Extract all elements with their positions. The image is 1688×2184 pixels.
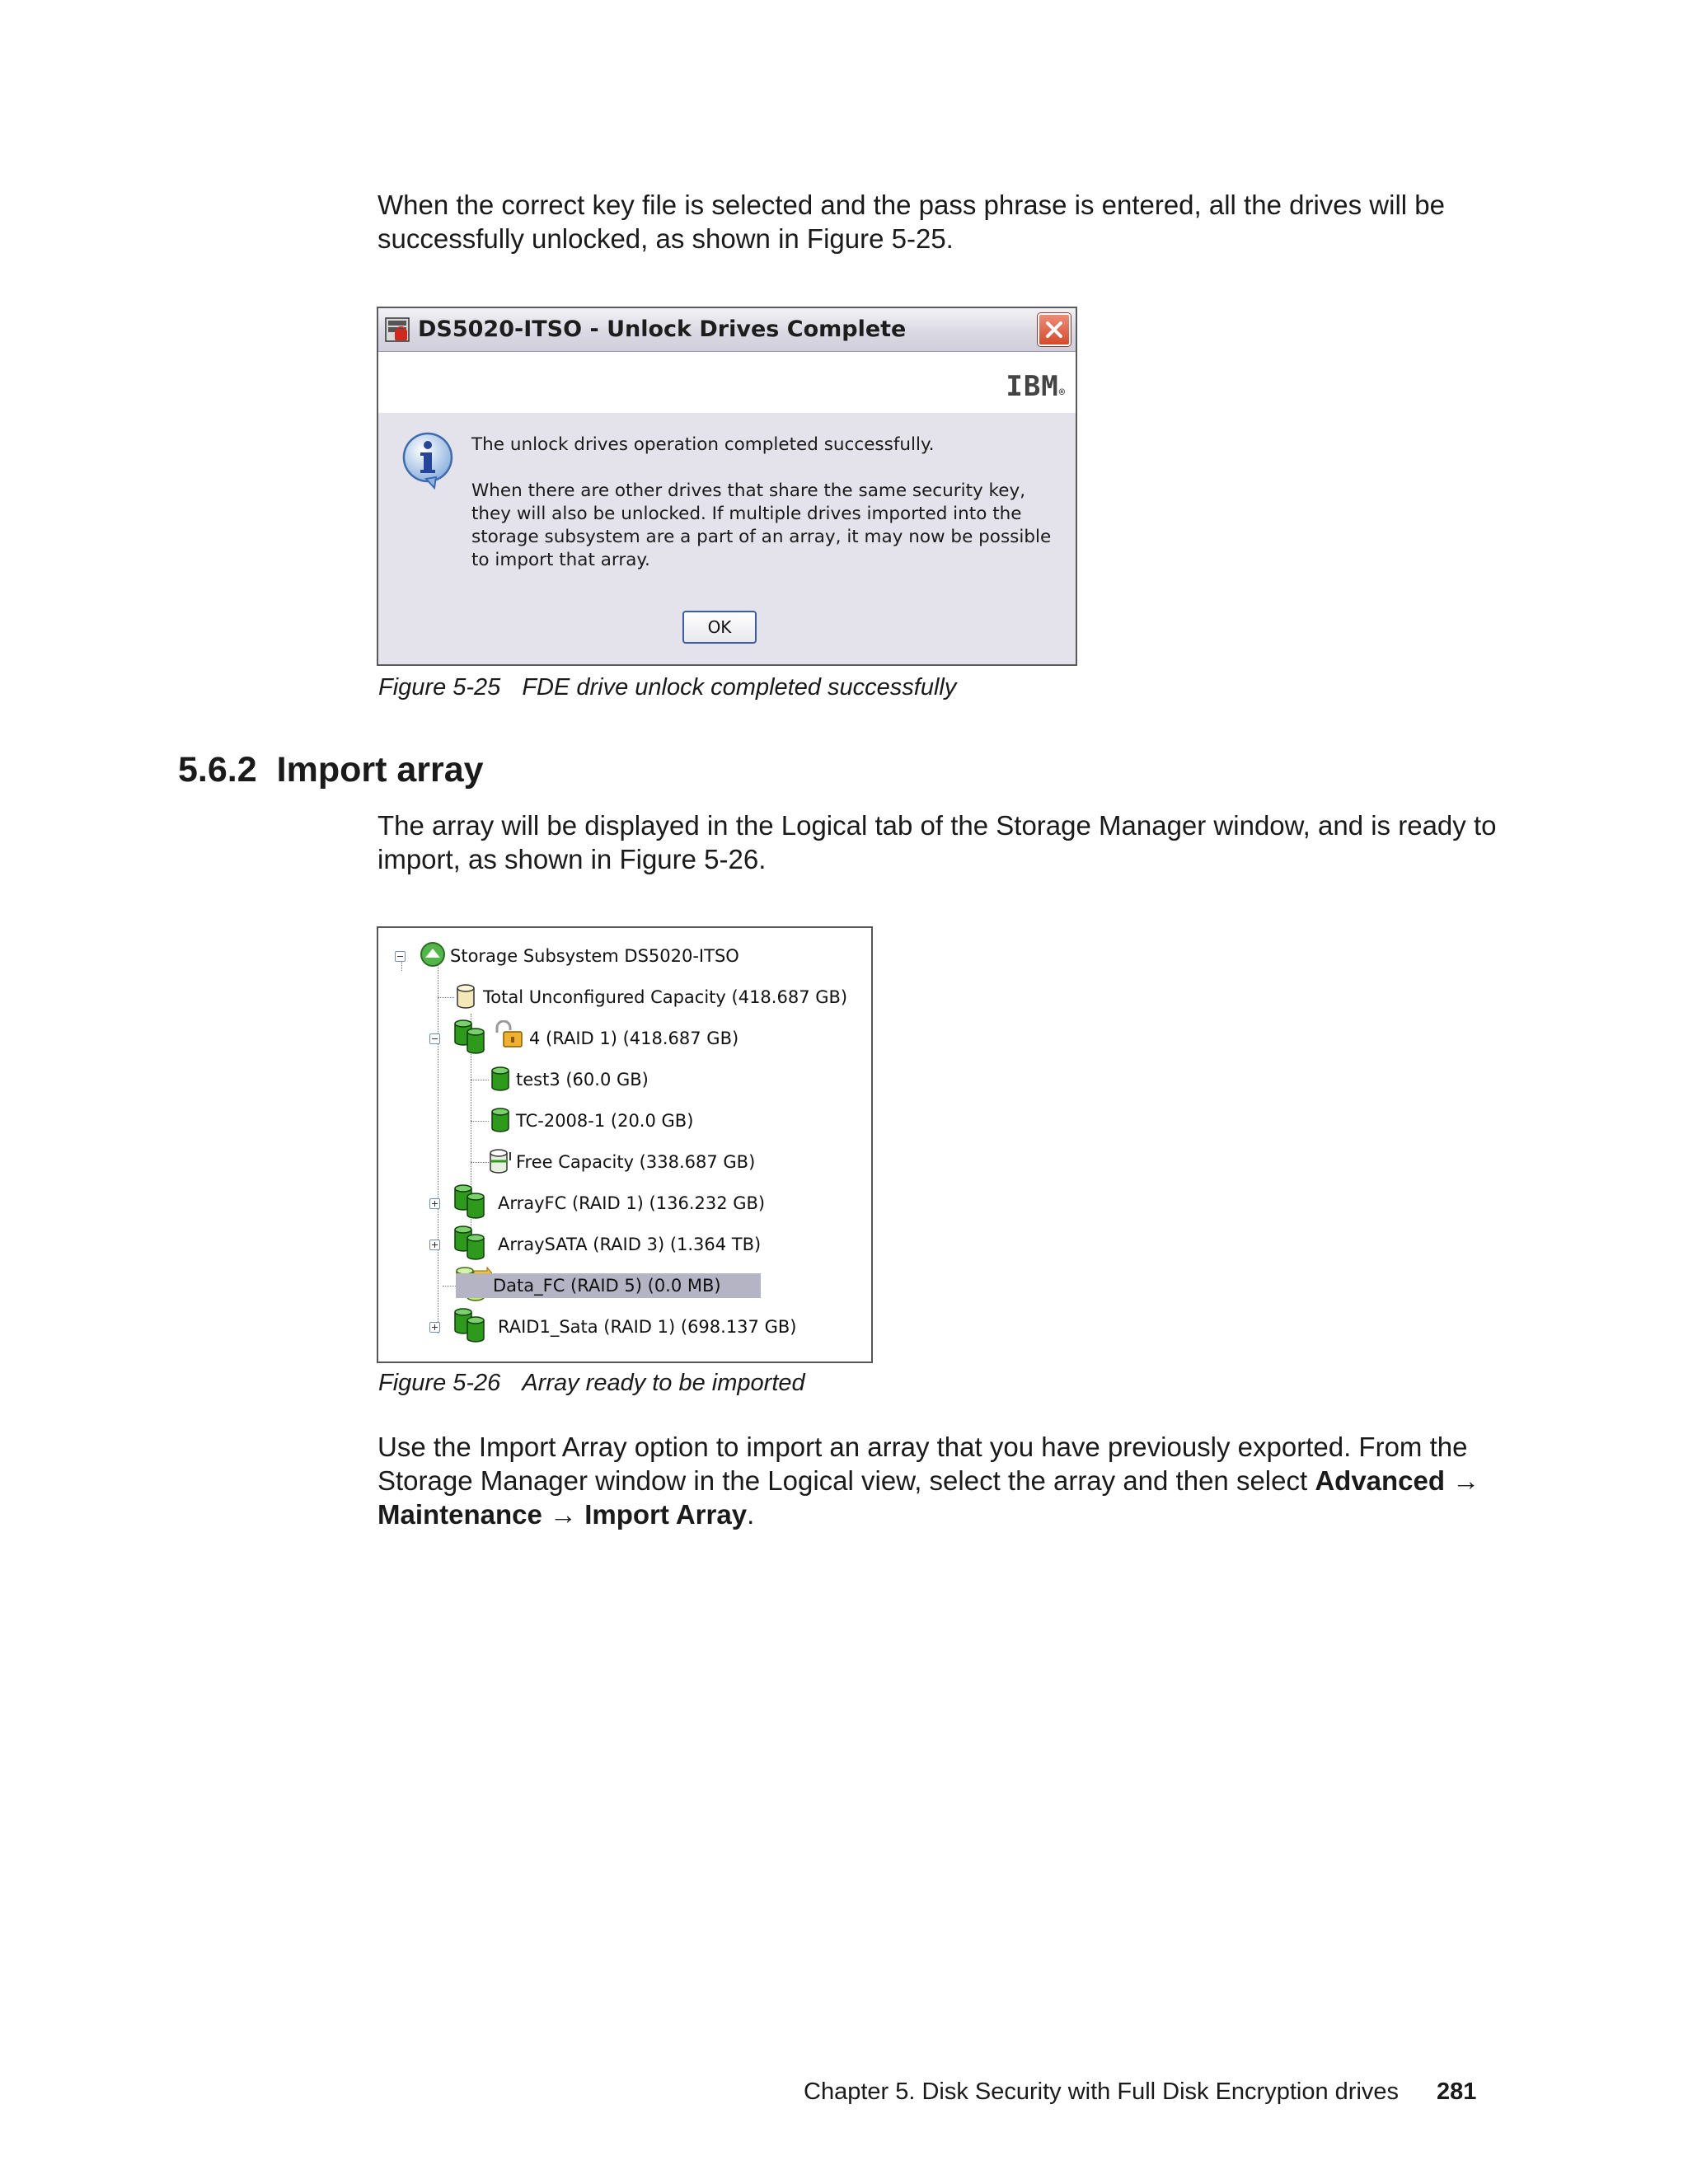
- tree-guide: [471, 1121, 489, 1122]
- intro-paragraph: When the correct key file is selected and the pass phrase is entered, all the drives will be successfully unlocked, as shown in Figure 5-25.: [377, 190, 1445, 254]
- section-paragraph: The array will be displayed in the Logical tab of the Storage Manager window, and is ready to import, as shown in Figure 5-26.: [377, 810, 1497, 874]
- tree-node-total-unconfigured[interactable]: Total Unconfigured Capacity (418.687 GB): [483, 987, 848, 1007]
- dialog-title: DS5020-ITSO - Unlock Drives Complete: [418, 316, 907, 342]
- expand-arraysata-toggle[interactable]: [429, 1240, 440, 1250]
- collapse-root-toggle[interactable]: [395, 951, 406, 962]
- logical-tree-view: [377, 926, 873, 1363]
- storage-subsystem-icon: [420, 941, 446, 968]
- dialog-titlebar: [378, 308, 1076, 352]
- array-icon: [452, 1183, 494, 1220]
- figure-5-26-text: Array ready to be imported: [522, 1370, 805, 1396]
- menu-path-advanced: Advanced: [1315, 1465, 1446, 1496]
- import-paragraph-text: Use the Import Array option to import an array that you have previously exported. From the Storage Manager window in the Logical view, select the array and then select: [377, 1432, 1468, 1496]
- unlock-drives-dialog: [377, 307, 1077, 666]
- close-button[interactable]: [1038, 313, 1071, 346]
- section-title: Import array: [276, 750, 484, 790]
- logical-drive-icon: [490, 1066, 510, 1091]
- info-icon: [401, 432, 454, 490]
- close-icon: [1039, 315, 1069, 344]
- section-heading: [178, 750, 484, 790]
- figure-5-25-caption: [378, 674, 956, 701]
- tree-guide: [438, 997, 454, 998]
- figure-5-25-label: Figure 5-25: [378, 674, 501, 701]
- tree-node-test3[interactable]: test3 (60.0 GB): [516, 1070, 649, 1090]
- footer-chapter: Chapter 5. Disk Security with Full Disk Encryption drives: [804, 2079, 1400, 2105]
- array-icon: [452, 1307, 494, 1343]
- dialog-message-primary: The unlock drives operation completed successfully.: [471, 434, 935, 455]
- collapse-array-4-toggle[interactable]: [429, 1033, 440, 1044]
- expand-raid1-sata-toggle[interactable]: [429, 1322, 440, 1333]
- unconfigured-capacity-icon: [456, 984, 476, 1009]
- figure-5-25-text: FDE drive unlock completed successfully: [522, 674, 957, 701]
- menu-path-import-array: Import Array: [584, 1499, 748, 1530]
- paragraph-end: .: [747, 1499, 755, 1530]
- page-number: 281: [1437, 2079, 1477, 2105]
- tree-guide: [471, 1162, 489, 1163]
- tree-node-arraysata[interactable]: ArraySATA (RAID 3) (1.364 TB): [498, 1235, 762, 1254]
- tree-node-tc-2008-1[interactable]: TC-2008-1 (20.0 GB): [516, 1111, 694, 1131]
- menu-arrow: →: [1445, 1465, 1480, 1496]
- tree-node-data-fc[interactable]: [456, 1273, 761, 1298]
- figure-5-26-label: Figure 5-26: [378, 1370, 501, 1396]
- import-paragraph: [377, 1430, 1548, 1531]
- ok-button[interactable]: OK: [682, 611, 757, 644]
- dialog-message-detail: When there are other drives that share the same security key, they will also be unlocked. If multiple drives imported into the storage subsystem are a part of an array, it may now be possible to import that array.: [471, 480, 1052, 570]
- figure-5-26-caption: [378, 1370, 805, 1397]
- array-icon: [452, 1225, 494, 1261]
- free-capacity-icon: [489, 1149, 513, 1174]
- tree-node-array-4[interactable]: 4 (RAID 1) (418.687 GB): [529, 1029, 739, 1048]
- tree-node-raid1-sata[interactable]: RAID1_Sata (RAID 1) (698.137 GB): [498, 1317, 797, 1337]
- ibm-logo: IBM®: [1006, 370, 1066, 403]
- section-number: 5.6.2: [178, 750, 257, 790]
- logical-drive-icon: [490, 1108, 510, 1132]
- menu-arrow: →: [542, 1499, 585, 1530]
- dialog-banner: [378, 352, 1076, 413]
- unlocked-padlock-icon: [494, 1020, 523, 1048]
- expand-arrayfc-toggle[interactable]: [429, 1198, 440, 1209]
- storage-manager-app-icon: [385, 317, 410, 342]
- ibm-logo-text: IBM: [1006, 370, 1059, 403]
- menu-path-maintenance: Maintenance: [377, 1499, 542, 1530]
- page-footer: [804, 2079, 1476, 2106]
- tree-node-free-capacity[interactable]: Free Capacity (338.687 GB): [516, 1152, 756, 1172]
- array-icon: [452, 1019, 494, 1055]
- tree-node-arrayfc[interactable]: ArrayFC (RAID 1) (136.232 GB): [498, 1193, 766, 1213]
- tree-node-data-fc-label: Data_FC (RAID 5) (0.0 MB): [493, 1276, 721, 1296]
- tree-node-root[interactable]: Storage Subsystem DS5020-ITSO: [450, 946, 739, 966]
